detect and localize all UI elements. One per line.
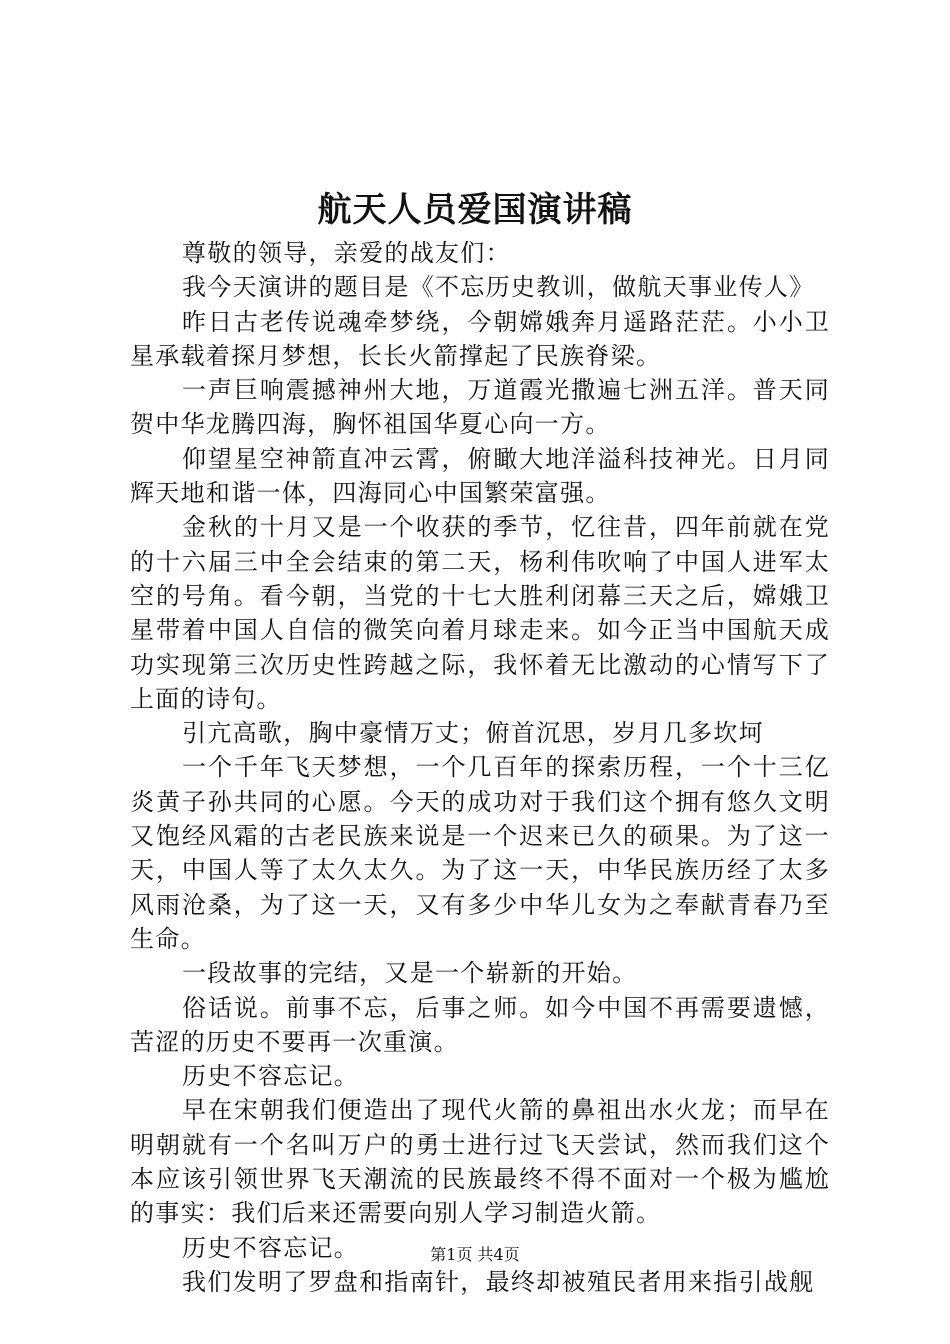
paragraph: 仰望星空神箭直冲云霄，俯瞰大地洋溢科技神光。日月同辉天地和谐一体，四海同心中国繁荣富强。 [130,444,830,508]
paragraph: 早在宋朝我们便造出了现代火箭的鼻祖出水火龙；而早在明朝就有一个名叫万户的勇士进行过飞天尝试，然而我们这个本应该引领世界飞天潮流的民族最终不得不面对一个极为尴尬的事实：我们后来还需要向别人学习制造火箭。 [130,1096,830,1228]
paragraph: 一段故事的完结，又是一个崭新的开始。 [182,959,638,988]
document-body [130,236,830,1299]
paragraph: 我今天演讲的题目是《不忘历史教训，做航天事业传人》 [182,273,815,302]
paragraph: 历史不容忘记。 [182,1062,360,1091]
paragraph: 一声巨响震撼神州大地，万道霞光撒遍七洲五洋。普天同贺中华龙腾四海，胸怀祖国华夏心向一方。 [130,376,830,439]
paragraph: 尊敬的领导，亲爱的战友们： [182,239,511,267]
paragraph: 昨日古老传说魂牵梦绕，今朝嫦娥奔月遥路茫茫。小小卫星承载着探月梦想，长长火箭撑起了民族脊梁。 [130,307,830,370]
paragraph: 一个千年飞天梦想，一个几百年的探索历程，一个十三亿炎黄子孙共同的心愿。今天的成功对于我们这个拥有悠久文明又饱经风霜的古老民族来说是一个迟来已久的硕果。为了这一天，中国人等了太久太久。为了这一天，中华民族历经了太多风雨沧桑，为了这一天，又有多少中华儿女为之奉献青春乃至生命。 [130,753,830,953]
paragraph: 金秋的十月又是一个收获的季节，忆往昔，四年前就在党的十六届三中全会结束的第二天，杨利伟吹响了中国人进军太空的号角。看今朝，当党的十七大胜利闭幕三天之后，嫦娥卫星带着中国人自信的微笑向着月球走来。如今正当中国航天成功实现第三次历史性跨越之际，我怀着无比激动的心情写下了上面的诗句。 [130,513,830,713]
paragraph: 俗话说。前事不忘，后事之师。如今中国不再需要遗憾，苦涩的历史不要再一次重演。 [130,993,830,1056]
page-footer: 第1页 共4页 [430,1245,520,1264]
document-title: 航天人员爱国演讲稿 [317,190,633,230]
paragraph: 历史不容忘记。 [182,1233,360,1262]
paragraph: 我们发明了罗盘和指南针，最终却被殖民者用来指引战舰 [182,1267,815,1296]
paragraph: 引亢高歌，胸中豪情万丈；俯首沉思，岁月几多坎坷 [182,719,764,748]
